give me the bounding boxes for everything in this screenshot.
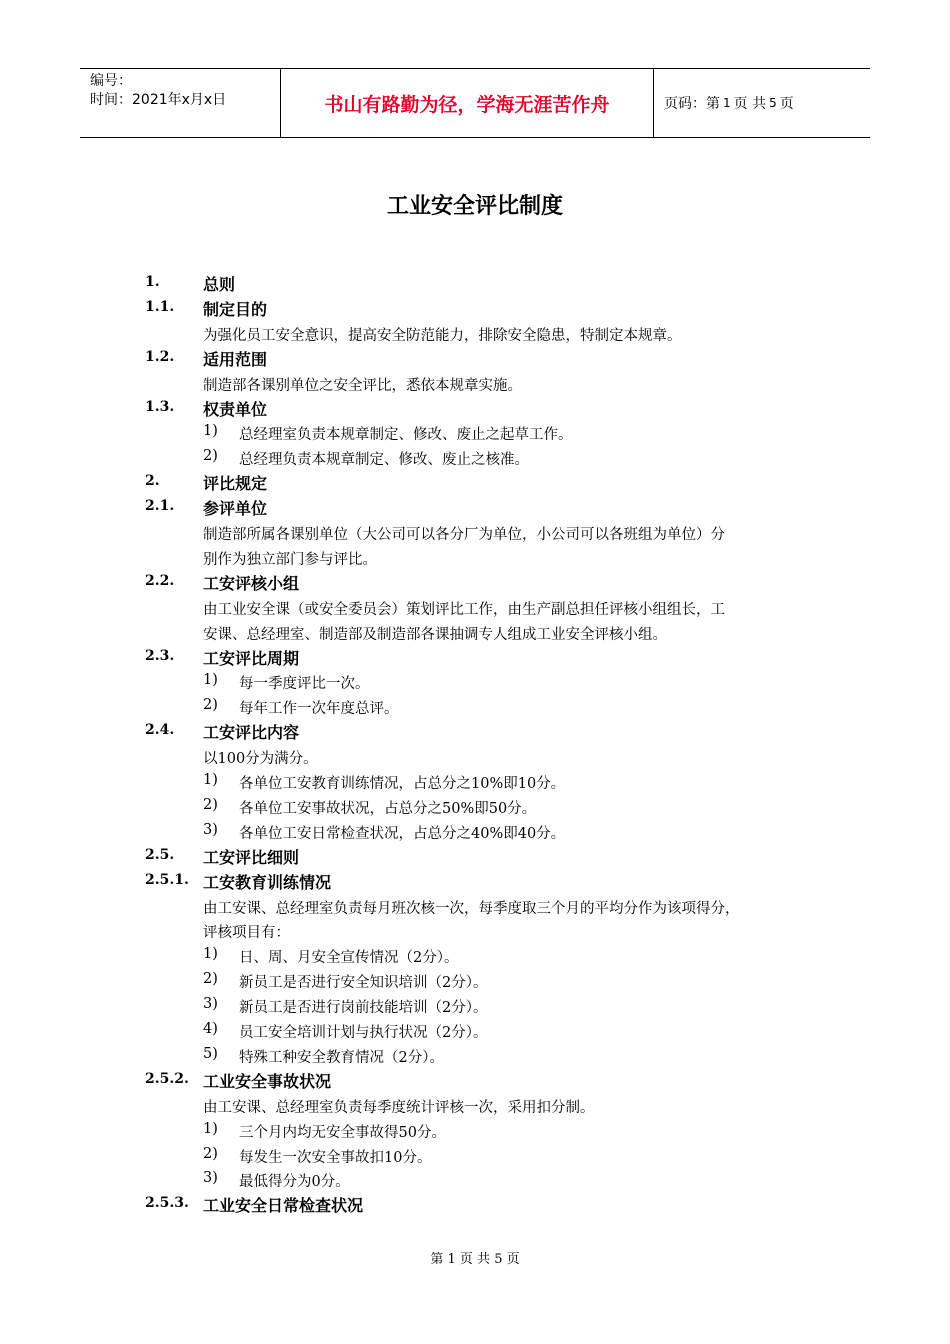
paragraph-text: 由工安课、总经理室负责每月班次核一次，每季度取三个月的平均分作为该项得分， xyxy=(203,901,740,917)
page-prefix: 页码：第 xyxy=(664,96,720,112)
section-title: 总则 xyxy=(203,275,236,294)
section-number: 2.5. xyxy=(145,847,175,863)
section-number: 1.1. xyxy=(145,299,175,315)
section-number: 2. xyxy=(145,473,160,489)
section-title: 制定目的 xyxy=(203,300,268,319)
list-item-text: 各单位工安事故状况，占总分之50%即50分。 xyxy=(239,801,537,817)
list-item-number: 1) xyxy=(203,672,218,688)
section-number: 2.3. xyxy=(145,648,175,664)
time-label: 时间：2021年x月x日 xyxy=(90,92,227,108)
list-item-text: 三个月内均无安全事故得50分。 xyxy=(239,1125,446,1141)
section-number: 1.3. xyxy=(145,399,175,415)
paragraph-text: 由工业安全课（或安全委员会）策划评比工作，由生产副总担任评核小组组长，工 xyxy=(203,602,725,618)
list-item-number: 3) xyxy=(203,822,218,838)
section-title: 工安评比细则 xyxy=(203,848,300,867)
section-number: 2.1. xyxy=(145,498,175,514)
section-number: 1. xyxy=(145,274,160,290)
paragraph-text: 别作为独立部门参与评比。 xyxy=(203,552,377,568)
header-meta xyxy=(80,69,281,137)
list-item-text: 每年工作一次年度总评。 xyxy=(239,701,399,717)
list-item-number: 2) xyxy=(203,797,218,813)
paragraph-text: 评核项目有： xyxy=(203,925,290,941)
list-item-number: 2) xyxy=(203,971,218,987)
list-item-text: 总经理室负责本规章制定、修改、废止之起草工作。 xyxy=(239,427,573,443)
page-footer: 第 1 页 共 5 页 xyxy=(430,1252,520,1267)
section-number: 2.5.3. xyxy=(145,1195,189,1211)
section-number: 1.2. xyxy=(145,349,175,365)
list-item-text: 特殊工种安全教育情况（2分）。 xyxy=(239,1050,444,1066)
section-number: 2.5.1. xyxy=(145,872,189,888)
list-item-number: 1) xyxy=(203,1121,218,1137)
section-title: 评比规定 xyxy=(203,474,268,493)
paragraph-text: 以100分为满分。 xyxy=(203,751,318,767)
list-item-text: 每发生一次安全事故扣10分。 xyxy=(239,1150,432,1166)
paragraph-text: 制造部各课别单位之安全评比，悉依本规章实施。 xyxy=(203,378,522,394)
section-number: 2.2. xyxy=(145,573,175,589)
list-item-number: 1) xyxy=(203,946,218,962)
list-item-number: 3) xyxy=(203,1170,218,1186)
section-title: 工安评比周期 xyxy=(203,649,300,668)
page-mid: 页 共 xyxy=(733,96,767,112)
list-item-number: 5) xyxy=(203,1046,218,1062)
list-item-text: 各单位工安日常检查状况，占总分之40%即40分。 xyxy=(239,826,566,842)
section-title: 工安评核小组 xyxy=(203,574,300,593)
list-item-number: 2) xyxy=(203,697,218,713)
list-item-number: 4) xyxy=(203,1021,218,1037)
header-page-info xyxy=(654,69,870,137)
list-item-text: 各单位工安教育训练情况，占总分之10%即10分。 xyxy=(239,776,566,792)
list-item-text: 新员工是否进行安全知识培训（2分）。 xyxy=(239,975,488,991)
list-item-number: 1) xyxy=(203,772,218,788)
section-number: 2.4. xyxy=(145,722,175,738)
list-item-text: 员工安全培训计划与执行状况（2分）。 xyxy=(239,1025,488,1041)
paragraph-text: 由工安课、总经理室负责每季度统计评核一次，采用扣分制。 xyxy=(203,1100,595,1116)
list-item-text: 每一季度评比一次。 xyxy=(239,676,370,692)
paragraph-text: 制造部所属各课别单位（大公司可以各分厂为单位，小公司可以各班组为单位）分 xyxy=(203,527,725,543)
list-item-number: 1) xyxy=(203,423,218,439)
paragraph-text: 为强化员工安全意识，提高安全防范能力，排除安全隐患，特制定本规章。 xyxy=(203,328,682,344)
section-title: 工安评比内容 xyxy=(203,723,300,742)
page-current: 1 xyxy=(723,96,731,110)
page-total: 5 xyxy=(769,96,777,110)
section-title: 工业安全事故状况 xyxy=(203,1072,332,1091)
section-title: 工安教育训练情况 xyxy=(203,873,332,892)
header-motto: 书山有路勤为径，学海无涯苦作舟 xyxy=(281,69,654,137)
paragraph-text: 安课、总经理室、制造部及制造部各课抽调专人组成工业安全评核小组。 xyxy=(203,627,667,643)
code-label: 编号： xyxy=(90,73,132,89)
list-item-text: 最低得分为0分。 xyxy=(239,1174,350,1190)
list-item-number: 2) xyxy=(203,1146,218,1162)
list-item-text: 总经理负责本规章制定、修改、废止之核准。 xyxy=(239,452,529,468)
page-header xyxy=(80,68,870,138)
section-title: 工业安全日常检查状况 xyxy=(203,1196,364,1215)
list-item-number: 3) xyxy=(203,996,218,1012)
list-item-number: 2) xyxy=(203,448,218,464)
section-title: 权责单位 xyxy=(203,400,268,419)
section-number: 2.5.2. xyxy=(145,1071,189,1087)
list-item-text: 新员工是否进行岗前技能培训（2分）。 xyxy=(239,1000,488,1016)
section-title: 参评单位 xyxy=(203,499,268,518)
page-suffix: 页 xyxy=(779,96,794,112)
document-title: 工业安全评比制度 xyxy=(386,194,563,219)
list-item-text: 日、周、月安全宣传情况（2分）。 xyxy=(239,950,459,966)
section-title: 适用范围 xyxy=(203,350,268,369)
